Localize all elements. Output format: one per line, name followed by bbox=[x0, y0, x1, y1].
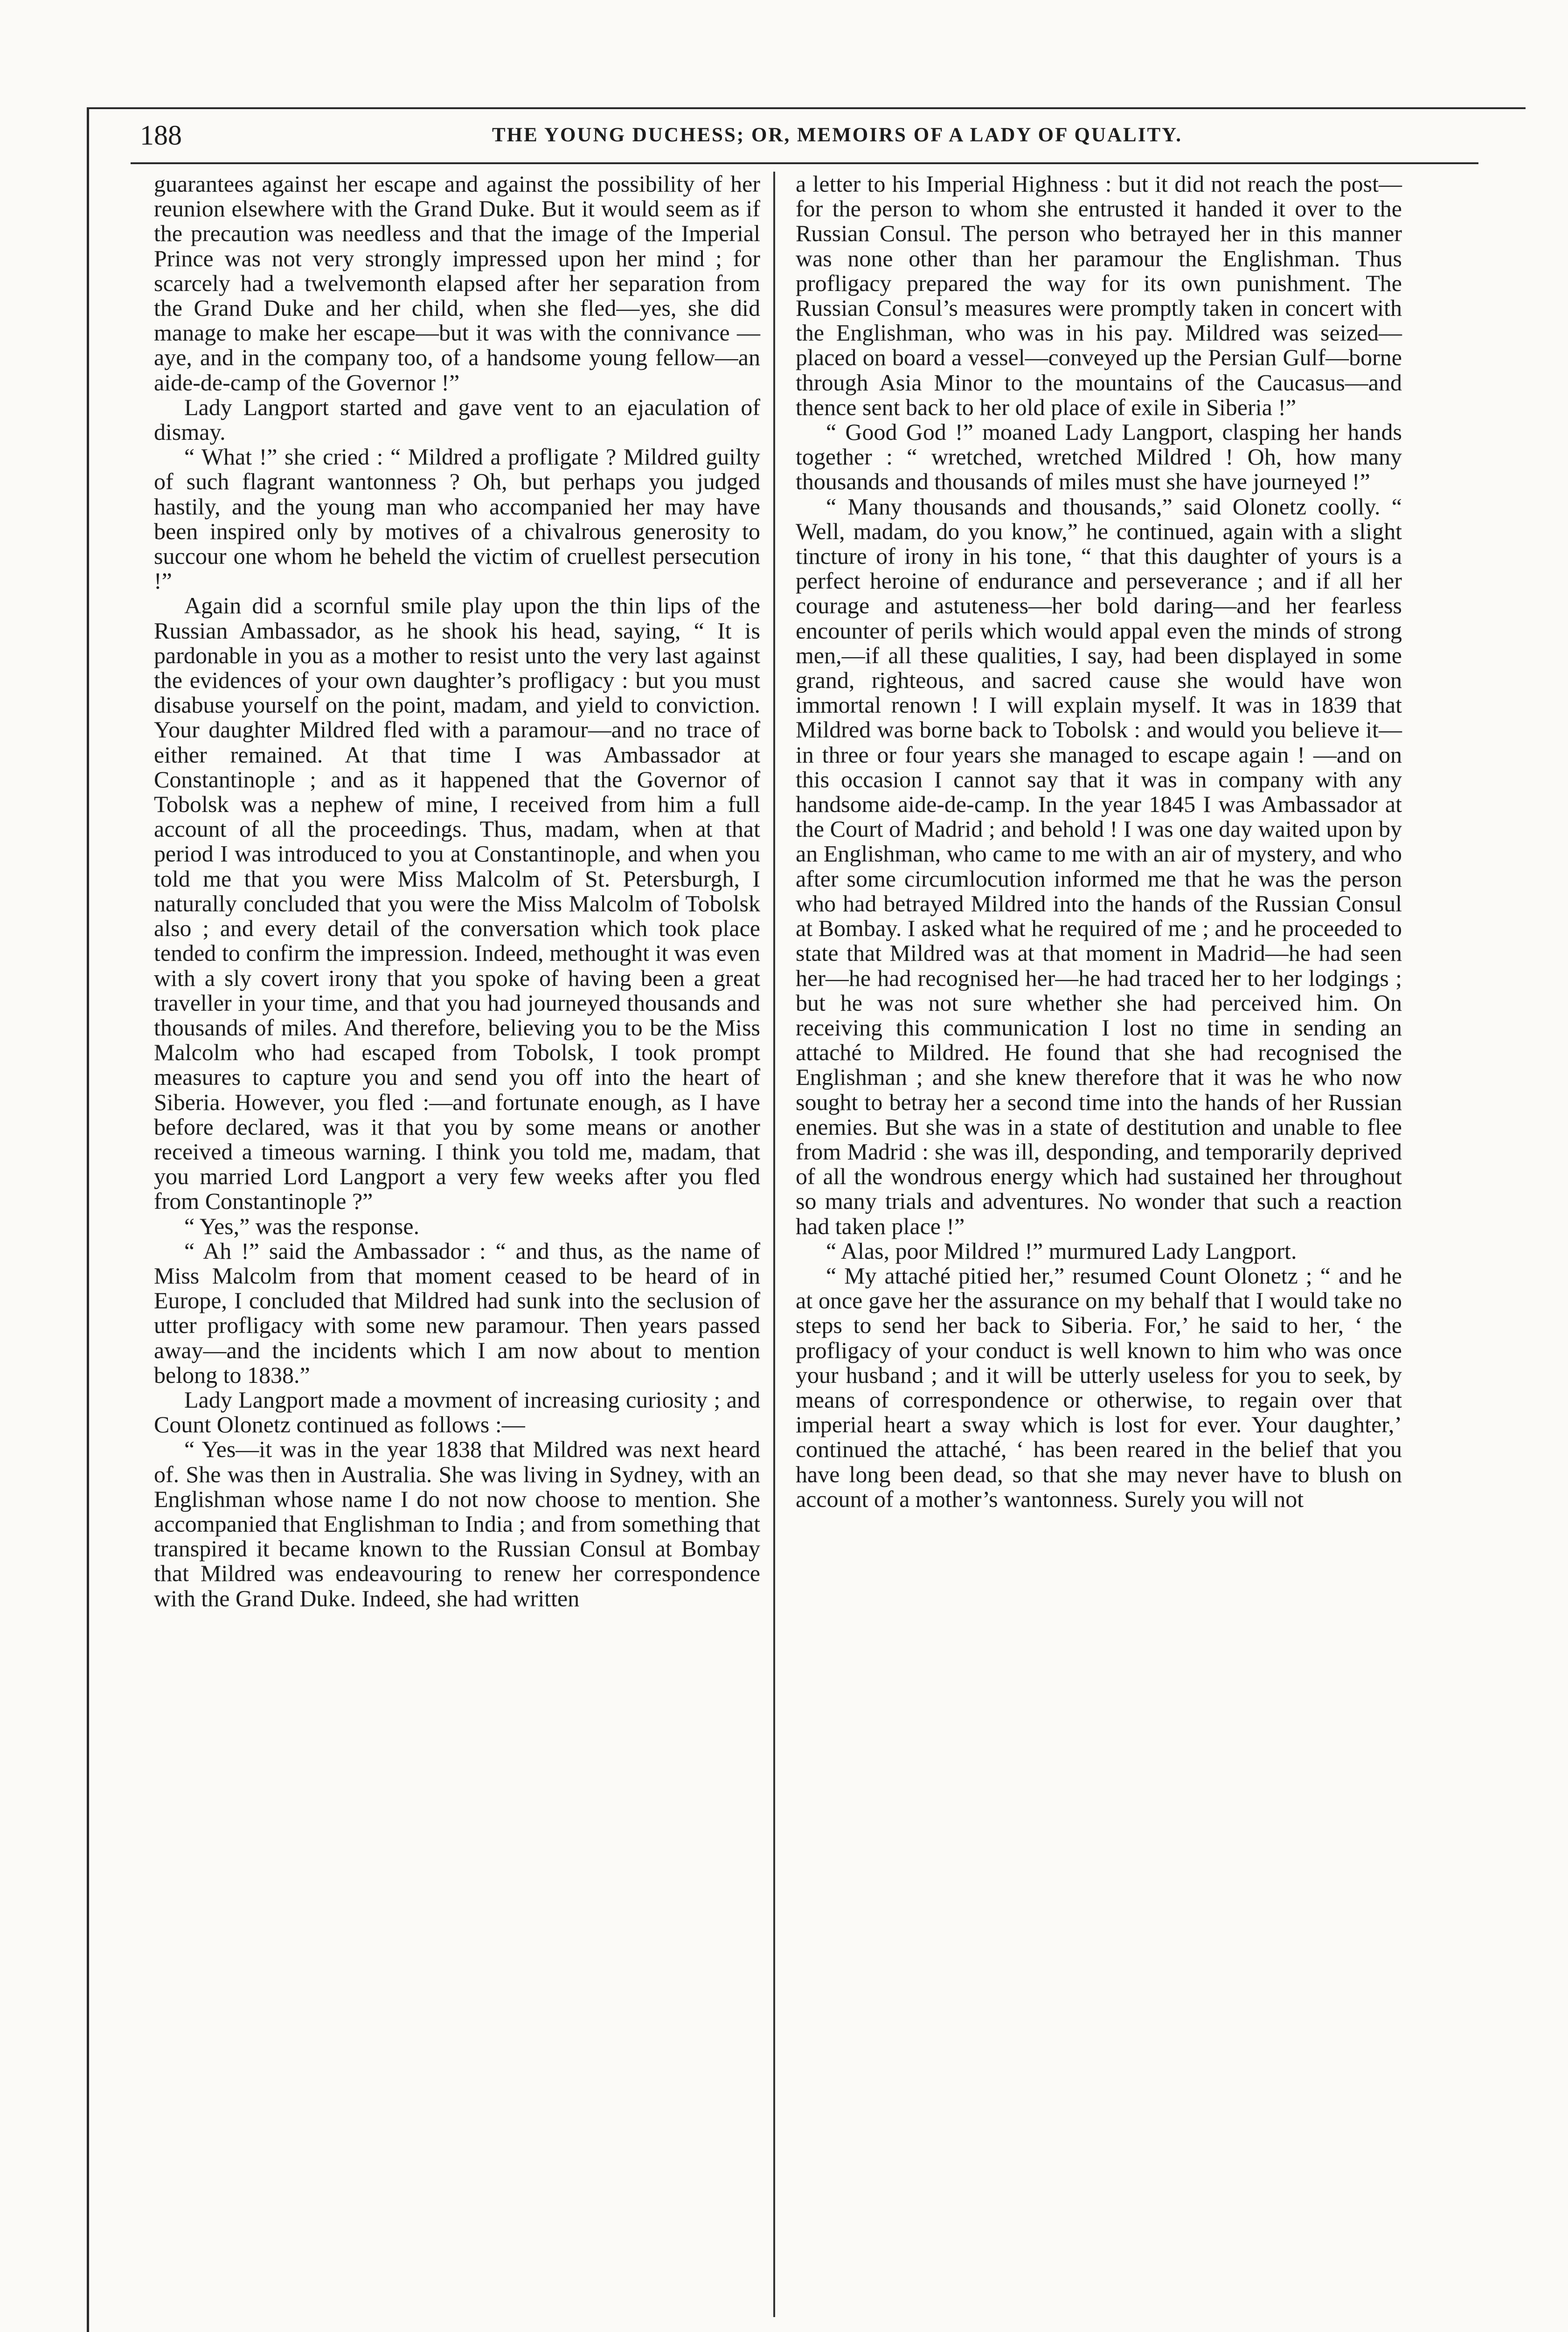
paragraph: “ Many thousands and thousands,” said Olonetz coolly. “ Well, madam, do you know,” he continued, again with a slight tincture of irony in his tone, “ that this daughter of yours is a perfect heroine of endurance and perseverance ; and if all her courage and astuteness—her bold daring—and her fearless encounter of perils which would appal even the minds of strong men,—if all these qualities, I say, had been displayed in some grand, righteous, and sacred cause she would have won immortal renown ! I will explain myself. It was in 1839 that Mildred was borne back to Tobolsk : and would you believe it—in three or four years she managed to escape again ! —and on this occasion I cannot say that it was in company with any handsome aide-de-camp. In the year 1845 I was Ambassador at the Court of Madrid ; and behold ! I was one day waited upon by an Englishman, who came to me with an air of mystery, and who after some circumlocution informed me that he was the person who had betrayed Mildred into the hands of the Russian Consul at Bombay. I asked what he required of me ; and he proceeded to state that Mildred was at that moment in Madrid—he had seen her—he had recognised her—he had traced her to her lodgings ; but he was not sure whether she had perceived him. On receiving this communication I lost no time in sending an attaché to Mildred. He found that she had recognised the Englishman ; and she knew therefore that it was he who now sought to betray her a second time into the hands of her Russian enemies. But she was in a state of destitution and unable to flee from Madrid : she was ill, desponding, and temporarily deprived of all the wondrous energy which had sustained her throughout so many trials and adventures. No wonder that such a reaction had taken place !” bbox=[796, 493, 1402, 1239]
paragraph: Lady Langport made a movment of increasing curiosity ; and Count Olonetz continued as follows :— bbox=[154, 1386, 760, 1438]
paragraph: “ My attaché pitied her,” resumed Count Olonetz ; “ and he at once gave her the assurance on my behalf that I would take no steps to send her back to Siberia. For,’ he said to her, ‘ the profligacy of your conduct is well known to him who was once your husband ; and it will be utterly useless for you to seek, by means of correspondence or otherwise, to regain over that imperial heart a sway which is lost for ever. Your daughter,’ continued the attaché, ‘ has been reared in the belief that you have long been dead, so that she may never have to blush on account of a mother’s wantonness. Surely you will not bbox=[796, 1262, 1402, 1512]
paragraph: “ Ah !” said the Ambassador : “ and thus, as the name of Miss Malcolm from that moment ceased to be heard of in Europe, I concluded that Mildred had sunk into the seclusion of utter profligacy with some new paramour. Then years passed away—and the incidents which I am now about to mention belong to 1838.” bbox=[154, 1237, 760, 1388]
paragraph: “ Good God !” moaned Lady Langport, clasping her hands together : “ wretched, wretched Mildred ! Oh, how many thousands and thousands of miles must she have journeyed !” bbox=[796, 419, 1402, 495]
page-number: 188 bbox=[140, 120, 182, 151]
paragraph: a letter to his Imperial Highness : but it did not reach the post—for the person to whom she entrusted it handed it over to the Russian Consul. The person who betrayed her in this manner was none other than her paramour the Englishman. Thus profligacy prepared the way for its own punishment. The Russian Consul’s measures were promptly taken in concert with the Englishman, who was in his pay. Mildred was seized—placed on board a vessel—conveyed up the Persian Gulf—borne through Asia Minor to the mountains of the Caucasus—and thence sent back to her old place of exile in Siberia !” bbox=[796, 171, 1402, 420]
header-rule bbox=[131, 162, 1478, 164]
paragraph: guarantees against her escape and against the possibility of her reunion elsewhere with the Grand Duke. But it would seem as if the precaution was needless and that the image of the Imperial Prince was not very strongly impressed upon her mind ; for scarcely had a twelvemonth elapsed after her separation from the Grand Duke and her child, when she fled—yes, she did manage to make her escape—but it was with the connivance —aye, and in the company too, of a handsome young fellow—an aide-de-camp of the Governor !” bbox=[154, 171, 760, 396]
paragraph: “ Alas, poor Mildred !” murmured Lady Langport. bbox=[826, 1237, 1297, 1264]
paragraph: “ What !” she cried : “ Mildred a profligate ? Mildred guilty of such flagrant wantonness ? Oh, but perhaps you judged hastily, and the young man who accompanied her may have been inspired only by motives of a chivalrous generosity to succour one whom he beheld the victim of cruellest persecution !” bbox=[154, 444, 760, 594]
page-header bbox=[140, 112, 1460, 159]
left-column bbox=[154, 172, 760, 1611]
column-divider bbox=[773, 172, 775, 2317]
paragraph: Again did a scornful smile play upon the thin lips of the Russian Ambassador, as he shook his head, saying, “ It is pardonable in you as a mother to resist unto the very last against the evidences of your own daughter’s profligacy : but you must disabuse yourself on the point, madam, and yield to conviction. Your daughter Mildred fled with a paramour—and no trace of either remained. At that time I was Ambassador at Constantinople ; and as it happened that the Governor of Tobolsk was a nephew of mine, I received from him a full account of all the proceedings. Thus, madam, when at that period I was introduced to you at Constantinople, and when you told me that you were Miss Malcolm of St. Petersburgh, I naturally concluded that you were the Miss Malcolm of Tobolsk also ; and every detail of the conversation which took place tended to confirm the impression. Indeed, methought it was even with a sly covert irony that you spoke of having been a great traveller in your time, and that you had journeyed thousands and thousands of miles. And therefore, believing you to be the Miss Malcolm who had escaped from Tobolsk, I took prompt measures to capture you and send you off into the heart of Siberia. However, you fled :—and fortunate enough, as I have before declared, was it that you by some means or another received a timeous warning. I think you told me, madam, that you married Lord Langport a very few weeks after you fled from Constantinople ?” bbox=[154, 592, 760, 1215]
paragraph: Lady Langport started and gave vent to an ejaculation of dismay. bbox=[154, 394, 760, 445]
running-title: THE YOUNG DUCHESS; OR, MEMOIRS OF A LADY OF QUALITY. bbox=[492, 124, 1182, 146]
right-column bbox=[796, 172, 1402, 1512]
paragraph: “ Yes—it was in the year 1838 that Mildred was next heard of. She was then in Australia. She was living in Sydney, with an Englishman whose name I do not now choose to mention. She accompanied that Englishman to India ; and from something that transpired it became known to the Russian Consul at Bombay that Mildred was endeavouring to renew her correspondence with the Grand Duke. Indeed, she had written bbox=[154, 1436, 760, 1611]
paragraph: “ Yes,” was the response. bbox=[184, 1213, 420, 1239]
